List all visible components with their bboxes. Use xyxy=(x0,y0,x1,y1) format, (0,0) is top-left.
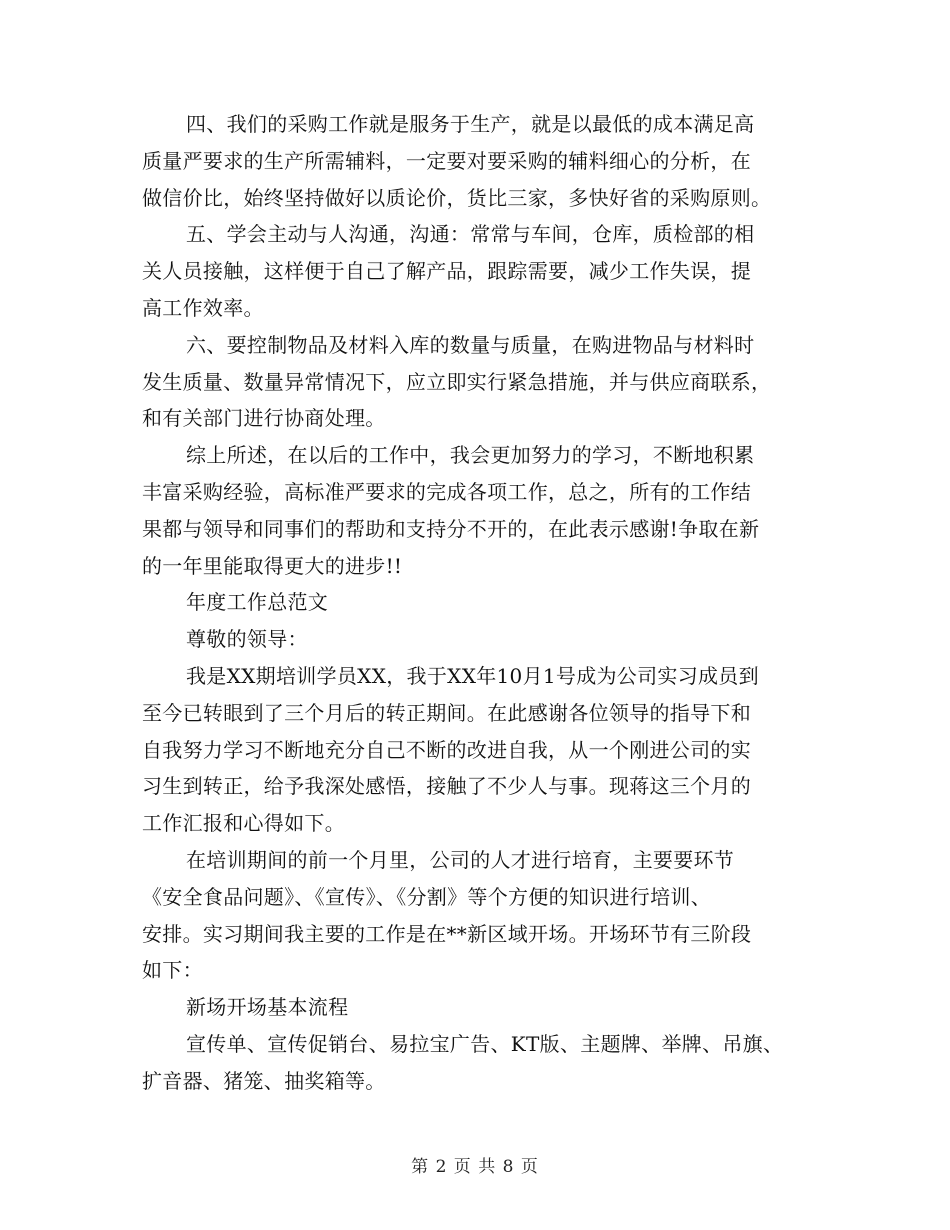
text-line: 高工作效率。 xyxy=(142,295,264,320)
text-line: 综上所述，在以后的工作中，我会更加努力的学习，不断地积累 xyxy=(186,443,755,468)
text-line: 的一年里能取得更大的进步!! xyxy=(142,553,403,578)
text-line: 年度工作总范文 xyxy=(186,590,329,615)
text-line: 《安全食品问题》、《宣传》、《分割》等个方便的知识进行培训、 xyxy=(142,884,711,909)
text-line: 宣传单、宣传促销台、易拉宝广告、KT版、主题牌、举牌、吊旗、 xyxy=(186,1031,784,1056)
text-line: 尊敬的领导： xyxy=(186,627,308,652)
text-line: 新场开场基本流程 xyxy=(186,995,349,1020)
text-line: 扩音器、猪笼、抽奖箱等。 xyxy=(142,1068,386,1093)
document-body xyxy=(142,106,832,1100)
text-line: 我是XX期培训学员XX，我于XX年10月1号成为公司实习成员到 xyxy=(186,663,759,688)
text-line: 发生质量、数量异常情况下，应立即实行紧急措施，并与供应商联系， xyxy=(142,369,772,394)
text-line: 至今已转眼到了三个月后的转正期间。在此感谢各位领导的指导下和 xyxy=(142,700,751,725)
text-line: 安排。实习期间我主要的工作是在**新区域开场。开场环节有三阶段 xyxy=(142,921,752,946)
page-footer: 第 2 页 共 8 页 xyxy=(411,1157,539,1177)
text-line: 关人员接触，这样便于自己了解产品，跟踪需要，减少工作失误，提 xyxy=(142,259,751,284)
text-line: 自我努力学习不断地充分自己不断的改进自我，从一个刚进公司的实 xyxy=(142,737,751,762)
text-line: 果都与领导和同事们的帮助和支持分不开的，在此表示感谢!争取在新 xyxy=(142,516,760,541)
text-line: 工作汇报和心得如下。 xyxy=(142,811,345,836)
text-line: 如下： xyxy=(142,958,203,983)
text-line: 做信价比，始终坚持做好以质论价，货比三家，多快好省的采购原则。 xyxy=(142,185,772,210)
text-line: 丰富采购经验，高标准严要求的完成各项工作，总之，所有的工作结 xyxy=(142,479,751,504)
text-line: 六、要控制物品及材料入库的数量与质量，在购进物品与材料时 xyxy=(186,332,755,357)
text-line: 五、学会主动与人沟通，沟通：常常与车间，仓库，质检部的相 xyxy=(186,222,755,247)
text-line: 和有关部门进行协商处理。 xyxy=(142,406,386,431)
text-line: 四、我们的采购工作就是服务于生产，就是以最低的成本满足高 xyxy=(186,112,755,136)
text-line: 习生到转正，给予我深处感悟，接触了不少人与事。现蒋这三个月的 xyxy=(142,774,751,799)
text-line: 在培训期间的前一个月里，公司的人才进行培育，主要要环节 xyxy=(186,847,735,872)
text-line: 质量严要求的生产所需辅料，一定要对要采购的辅料细心的分析，在 xyxy=(142,148,751,173)
